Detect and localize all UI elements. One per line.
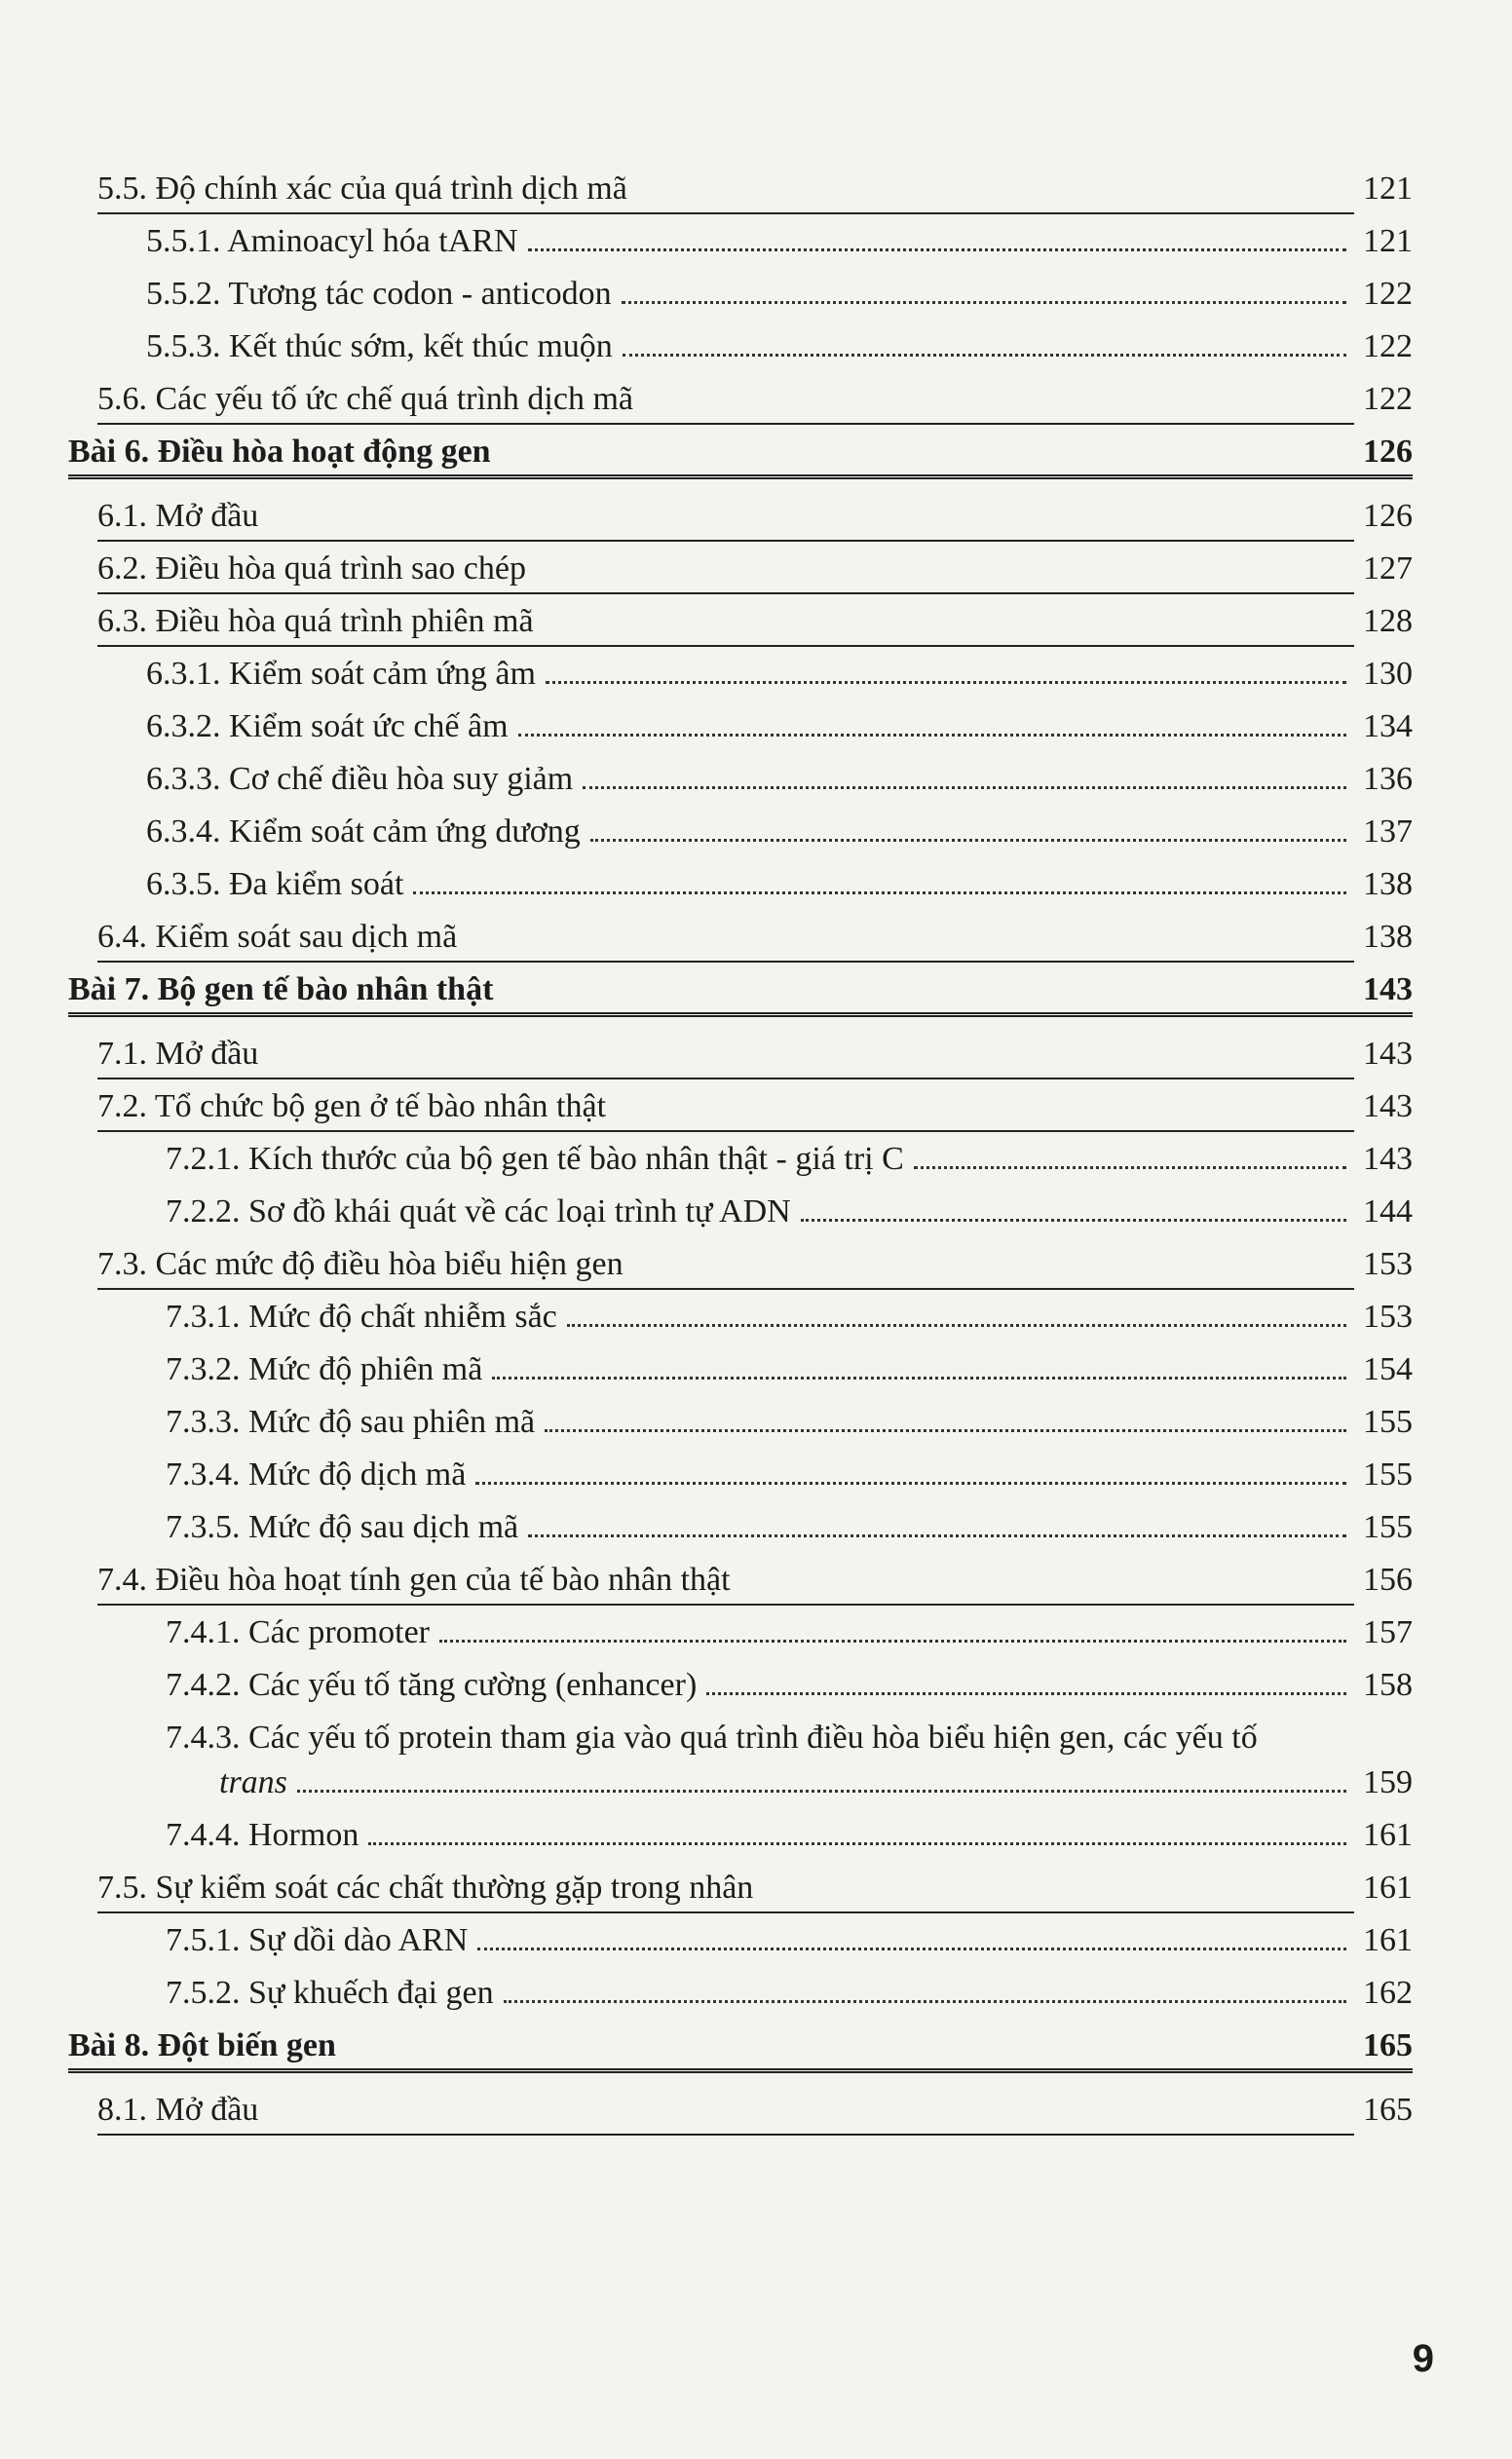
toc-entry	[68, 1337, 1413, 1389]
toc-entry	[68, 1855, 1413, 1908]
toc-entry-page: 138	[1363, 866, 1413, 902]
toc-entry	[68, 746, 1413, 799]
toc-entry	[68, 1126, 1413, 1179]
toc-entry	[68, 1179, 1413, 1231]
toc-entry	[68, 694, 1413, 746]
toc-entry-label: 7.3.2. Mức độ phiên mã	[166, 1351, 483, 1387]
toc-entry	[68, 588, 1413, 641]
toc-entry-page: 134	[1363, 708, 1413, 744]
toc-chapter-page: 126	[1363, 434, 1413, 470]
toc-entry-label: 6.3. Điều hòa quá trình phiên mã	[97, 603, 534, 639]
toc-entry	[68, 2077, 1413, 2130]
toc-entry-label: 7.4.3. Các yếu tố protein tham gia vào quá trình điều hòa biểu hiện gen, các yếu tố	[166, 1720, 1258, 1756]
toc-entry	[68, 314, 1413, 366]
toc-entry-page: 155	[1363, 1456, 1413, 1493]
toc-entry-page: 161	[1363, 1817, 1413, 1853]
toc-entry	[68, 483, 1413, 536]
toc-entry-label: 5.6. Các yếu tố ức chế quá trình dịch mã	[97, 381, 633, 417]
toc-entry-page: 155	[1363, 1509, 1413, 1545]
toc-entry-page: 130	[1363, 656, 1413, 692]
toc-entry-label: 6.3.1. Kiểm soát cảm ứng âm	[146, 656, 536, 692]
toc-entry	[68, 261, 1413, 314]
toc-entry-label: 8.1. Mở đầu	[97, 2092, 259, 2128]
toc-entry-page: 126	[1363, 498, 1413, 534]
toc-entry-page: 143	[1363, 1141, 1413, 1177]
toc-entry-page: 137	[1363, 813, 1413, 850]
toc-entry	[68, 1021, 1413, 1074]
toc-entry-continuation	[68, 1758, 1413, 1802]
toc-chapter-label: Bài 6. Điều hòa hoạt động gen	[68, 434, 491, 470]
toc-entry	[68, 851, 1413, 904]
toc-entry-page: 162	[1363, 1975, 1413, 2011]
toc-entry	[68, 1231, 1413, 1284]
toc-chapter-label: Bài 7. Bộ gen tế bào nhân thật	[68, 971, 494, 1007]
toc-entry	[68, 1600, 1413, 1652]
toc-entry	[68, 208, 1413, 261]
toc-entry-label: 6.3.2. Kiểm soát ức chế âm	[146, 708, 509, 744]
toc-entry-label: 6.1. Mở đầu	[97, 498, 259, 534]
toc-entry-page: 156	[1363, 1562, 1413, 1598]
toc-entry-label: 7.2.1. Kích thước của bộ gen tế bào nhân thật - giá trị C	[166, 1141, 904, 1177]
toc-chapter	[68, 419, 1413, 472]
toc-entry-page: 143	[1363, 1036, 1413, 1072]
toc-entry	[68, 1547, 1413, 1600]
toc-entry-page: 144	[1363, 1193, 1413, 1230]
toc-entry-page: 143	[1363, 1088, 1413, 1124]
toc-entry-page: 158	[1363, 1667, 1413, 1703]
toc-entry-label: 7.5.1. Sự dồi dào ARN	[166, 1922, 469, 1958]
toc-entry	[68, 366, 1413, 419]
toc-entry-label: 7.4.2. Các yếu tố tăng cường (enhancer)	[166, 1667, 698, 1703]
toc-entry-page: 121	[1363, 223, 1413, 259]
toc-entry-label: 7.4. Điều hòa hoạt tính gen của tế bào nhân thật	[97, 1562, 731, 1598]
toc-entry-label: 7.1. Mở đầu	[97, 1036, 259, 1072]
toc-entry-page: 155	[1363, 1404, 1413, 1440]
toc-entry	[68, 1389, 1413, 1442]
toc-chapter	[68, 957, 1413, 1009]
page-number: 9	[1412, 2337, 1434, 2380]
toc-entry-page: 127	[1363, 550, 1413, 586]
toc-entry	[68, 641, 1413, 694]
toc-entry-label: 6.4. Kiểm soát sau dịch mã	[97, 919, 458, 955]
toc-chapter-page: 165	[1363, 2027, 1413, 2063]
toc-entry	[68, 1960, 1413, 2013]
toc-entry-label: 7.3. Các mức độ điều hòa biểu hiện gen	[97, 1246, 624, 1282]
toc-entry-page: 161	[1363, 1870, 1413, 1906]
toc-entry-label: 7.2.2. Sơ đồ khái quát về các loại trình tự ADN	[166, 1193, 791, 1230]
toc-entry	[68, 799, 1413, 851]
toc-entry-label: 5.5.3. Kết thúc sớm, kết thúc muộn	[146, 328, 613, 364]
toc-entry	[68, 1652, 1413, 1705]
toc-entry	[68, 1705, 1413, 1758]
toc-entry-label: 5.5.2. Tương tác codon - anticodon	[146, 276, 612, 312]
toc-entry-label: 6.2. Điều hòa quá trình sao chép	[97, 550, 526, 586]
toc-entry-label: 7.5. Sự kiểm soát các chất thường gặp trong nhân	[97, 1870, 754, 1906]
toc-entry	[68, 156, 1413, 208]
toc-entry-page: 153	[1363, 1299, 1413, 1335]
table-of-contents	[68, 156, 1413, 2130]
toc-entry-page: 153	[1363, 1246, 1413, 1282]
toc-entry-label: 6.3.4. Kiểm soát cảm ứng dương	[146, 813, 581, 850]
toc-entry	[68, 1074, 1413, 1126]
toc-entry-page: 136	[1363, 761, 1413, 797]
toc-chapter-page: 143	[1363, 971, 1413, 1007]
toc-entry-page: 154	[1363, 1351, 1413, 1387]
toc-entry-page: 157	[1363, 1614, 1413, 1650]
toc-chapter-label: Bài 8. Đột biến gen	[68, 2027, 336, 2063]
toc-entry-label: 7.4.4. Hormon	[166, 1817, 359, 1853]
toc-entry-label: 7.5.2. Sự khuếch đại gen	[166, 1975, 494, 2011]
toc-entry-page: 161	[1363, 1922, 1413, 1958]
toc-entry	[68, 536, 1413, 588]
toc-chapter	[68, 2013, 1413, 2065]
toc-entry-page: 128	[1363, 603, 1413, 639]
toc-entry-page: 159	[1363, 1764, 1413, 1800]
toc-entry-page: 121	[1363, 170, 1413, 207]
toc-entry-label: 6.3.5. Đa kiểm soát	[146, 866, 404, 902]
toc-entry	[68, 1494, 1413, 1547]
toc-entry-label: 7.3.3. Mức độ sau phiên mã	[166, 1404, 536, 1440]
toc-entry	[68, 904, 1413, 957]
toc-entry	[68, 1802, 1413, 1855]
toc-entry-page: 138	[1363, 919, 1413, 955]
toc-entry-label: 7.3.1. Mức độ chất nhiễm sắc	[166, 1299, 557, 1335]
toc-entry-page: 122	[1363, 381, 1413, 417]
toc-entry-label: 7.2. Tổ chức bộ gen ở tế bào nhân thật	[97, 1088, 607, 1124]
toc-entry-label: 7.3.5. Mức độ sau dịch mã	[166, 1509, 519, 1545]
toc-entry-continuation-label: trans	[219, 1764, 287, 1800]
toc-entry-label: 7.4.1. Các promoter	[166, 1614, 430, 1650]
toc-entry	[68, 1442, 1413, 1494]
toc-entry-page: 122	[1363, 276, 1413, 312]
toc-entry	[68, 1284, 1413, 1337]
toc-entry-page: 165	[1363, 2092, 1413, 2128]
toc-entry-label: 5.5.1. Aminoacyl hóa tARN	[146, 223, 518, 259]
toc-entry-label: 7.3.4. Mức độ dịch mã	[166, 1456, 467, 1493]
toc-entry-label: 5.5. Độ chính xác của quá trình dịch mã	[97, 170, 627, 207]
toc-entry-label: 6.3.3. Cơ chế điều hòa suy giảm	[146, 761, 574, 797]
toc-entry	[68, 1908, 1413, 1960]
toc-entry-page: 122	[1363, 328, 1413, 364]
